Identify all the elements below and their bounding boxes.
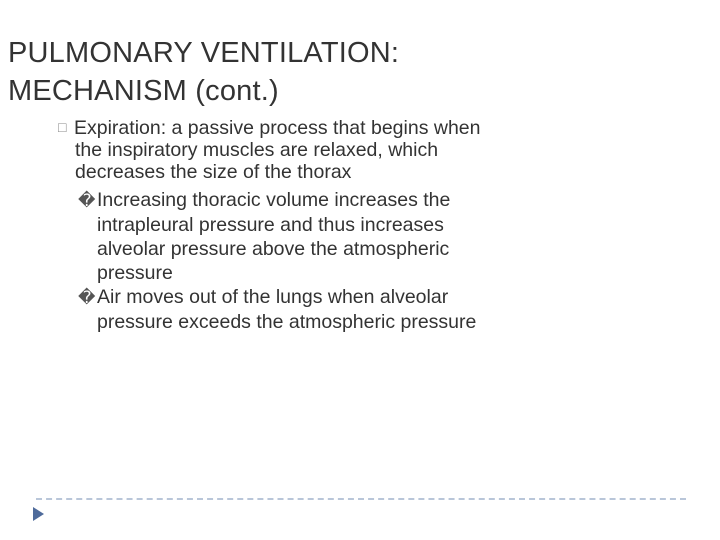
sub-bullet-line: pressure exceeds the atmospheric pressure <box>97 311 477 333</box>
title-line: MECHANISM (cont.) <box>8 75 279 107</box>
bullet-line: the inspiratory muscles are relaxed, which <box>75 139 439 161</box>
bullet-line: decreases the size of the thorax <box>75 161 352 183</box>
sub-bullet-icon: � <box>78 288 96 307</box>
slide-title <box>8 34 399 110</box>
square-bullet-icon: □ <box>58 119 67 135</box>
arrow-right-icon <box>33 507 44 521</box>
sub-bullet-line <box>78 188 638 213</box>
title-line: PULMONARY VENTILATION: <box>8 37 400 69</box>
sub-bullet-increasing-volume <box>78 188 638 285</box>
bullet-text: Expiration: a passive process that begins when <box>74 117 481 139</box>
sub-bullet-line: pressure <box>97 262 173 284</box>
sub-bullet-text: Increasing thoracic volume increases the <box>97 189 451 211</box>
bullet-item-expiration <box>58 116 618 183</box>
sub-bullet-icon: � <box>78 191 96 210</box>
sub-bullet-air-moves-out <box>78 285 638 334</box>
sub-bullet-line: alveolar pressure above the atmospheric <box>97 238 450 260</box>
sub-bullet-text: Air moves out of the lungs when alveolar <box>97 286 449 308</box>
footer-divider <box>36 498 686 500</box>
bullet-line <box>58 116 618 139</box>
sub-bullet-line <box>78 285 638 310</box>
sub-bullet-line: intrapleural pressure and thus increases <box>97 214 444 236</box>
